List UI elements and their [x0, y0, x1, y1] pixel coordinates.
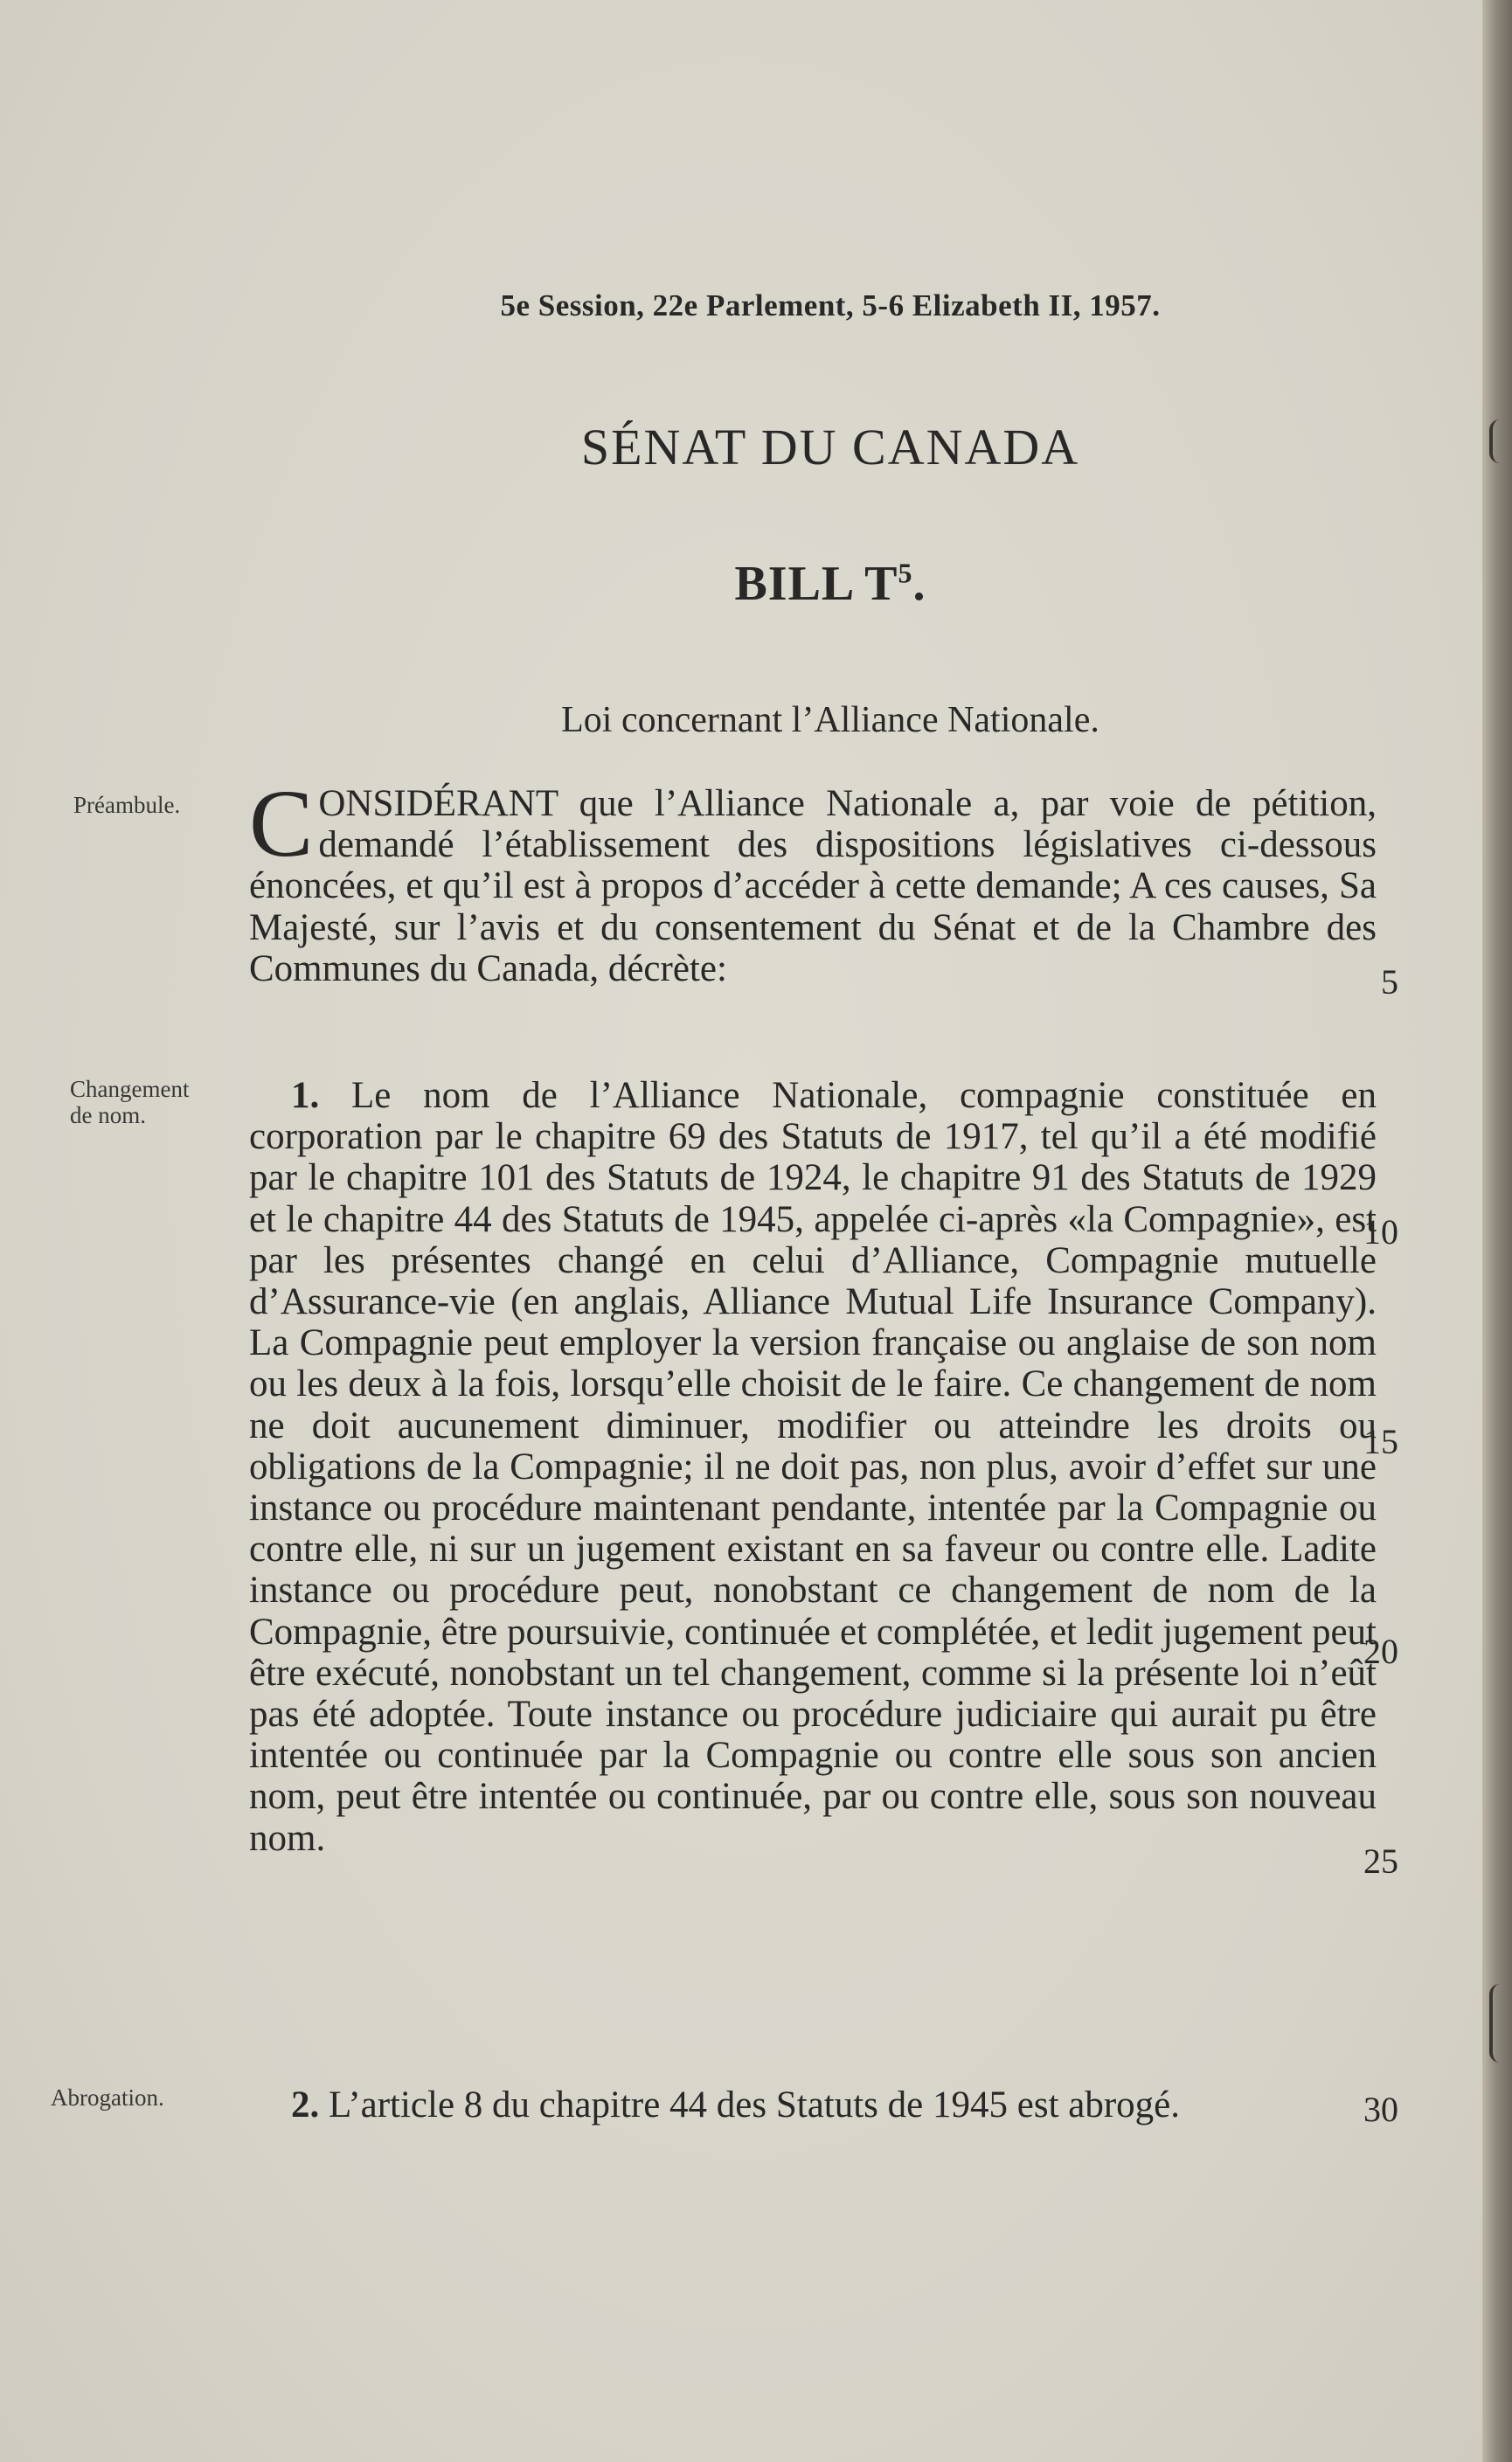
bill-suffix: .	[912, 557, 926, 611]
line-number: 25	[1363, 1841, 1398, 1881]
margin-note-repeal: Abrogation.	[51, 2084, 164, 2111]
section-2-paragraph	[249, 2084, 1377, 2126]
page-title: SÉNAT DU CANADA	[580, 419, 1080, 475]
edge-mark	[1489, 420, 1500, 463]
section-1-number: 1.	[291, 1075, 320, 1116]
section-1-paragraph	[249, 1075, 1377, 1859]
line-number: 10	[1363, 1212, 1398, 1252]
section-1-text: Le nom de l’Alliance Nationale, compagnie constituée en corporation par le chapitre 69 des Statuts de 1917, tel qu’il a été modifié par le chapitre 101 des Statuts de 1924, le chapitre 91 des Statuts de 1929 et le chapitre 44 des Statuts de 1945, appelée ci-après «la Compagnie», est par les présentes changé en celui d’Alliance, Compagnie mutuelle d’Assurance-vie (en anglais, Alliance Mutual Life Insurance Company). La Compagnie peut employer la version française ou anglaise de son nom ou les deux à la fois, lorsqu’elle choisit de le faire. Ce changement de nom ne doit aucunement diminuer, modifier ou atteindre les droits ou obligations de la Compagnie; il ne doit pas, non plus, avoir d’effet sur une instance ou procédure maintenant pendante, intentée par la Compagnie ou contre elle, ni sur un jugement existant en sa faveur ou contre elle. Ladite instance ou procédure peut, nonobstant ce changement de nom de la Compagnie, être poursuivie, continuée et complétée, et ledit jugement peut être exécuté, nonobstant un tel changement, comme si la présente loi n’eût pas été adoptée. Toute instance ou procédure judiciaire qui aurait pu être intentée ou continuée par la Compagnie ou contre elle sous son ancien nom, peut être intentée ou continuée, par ou contre elle, sous son nouveau nom.	[249, 1075, 1377, 1859]
preamble-text: ONSIDÉRANT que l’Alliance Nationale a, par voie de pétition, demandé l’établissement des dispositions législatives ci-dessous énoncées, et qu’il est à propos d’accéder à cette demande; A ces causes, Sa Majesté, sur l’avis et du consentement du Sénat et de la Chambre des Communes du Canada, décrète:	[249, 783, 1377, 989]
section-2-text: L’article 8 du chapitre 44 des Statuts de 1945 est abrogé.	[329, 2084, 1181, 2126]
margin-note-preamble: Préambule.	[73, 792, 181, 818]
bill-superscript: 5	[898, 557, 913, 589]
line-number: 20	[1363, 1632, 1398, 1671]
line-number: 30	[1363, 2090, 1398, 2129]
edge-mark	[1489, 1984, 1500, 2063]
bill-label: BILL T	[734, 557, 898, 611]
margin-note-name-change	[70, 1076, 189, 1128]
bill-subtitle: Loi concernant l’Alliance Nationale.	[561, 700, 1099, 740]
margin-note-name-change-line1: Changement	[70, 1076, 190, 1102]
preamble-dropcap: C	[249, 770, 314, 877]
page-edge	[1482, 0, 1512, 2462]
line-number: 15	[1363, 1422, 1398, 1461]
session-header: 5e Session, 22e Parlement, 5-6 Elizabeth II, 1957.	[500, 288, 1161, 322]
line-number: 5	[1381, 962, 1398, 1002]
margin-note-name-change-line2: de nom.	[70, 1102, 146, 1128]
bill-number	[0, 556, 1512, 612]
preamble-paragraph	[249, 770, 1377, 989]
section-2-number: 2.	[291, 2084, 320, 2126]
